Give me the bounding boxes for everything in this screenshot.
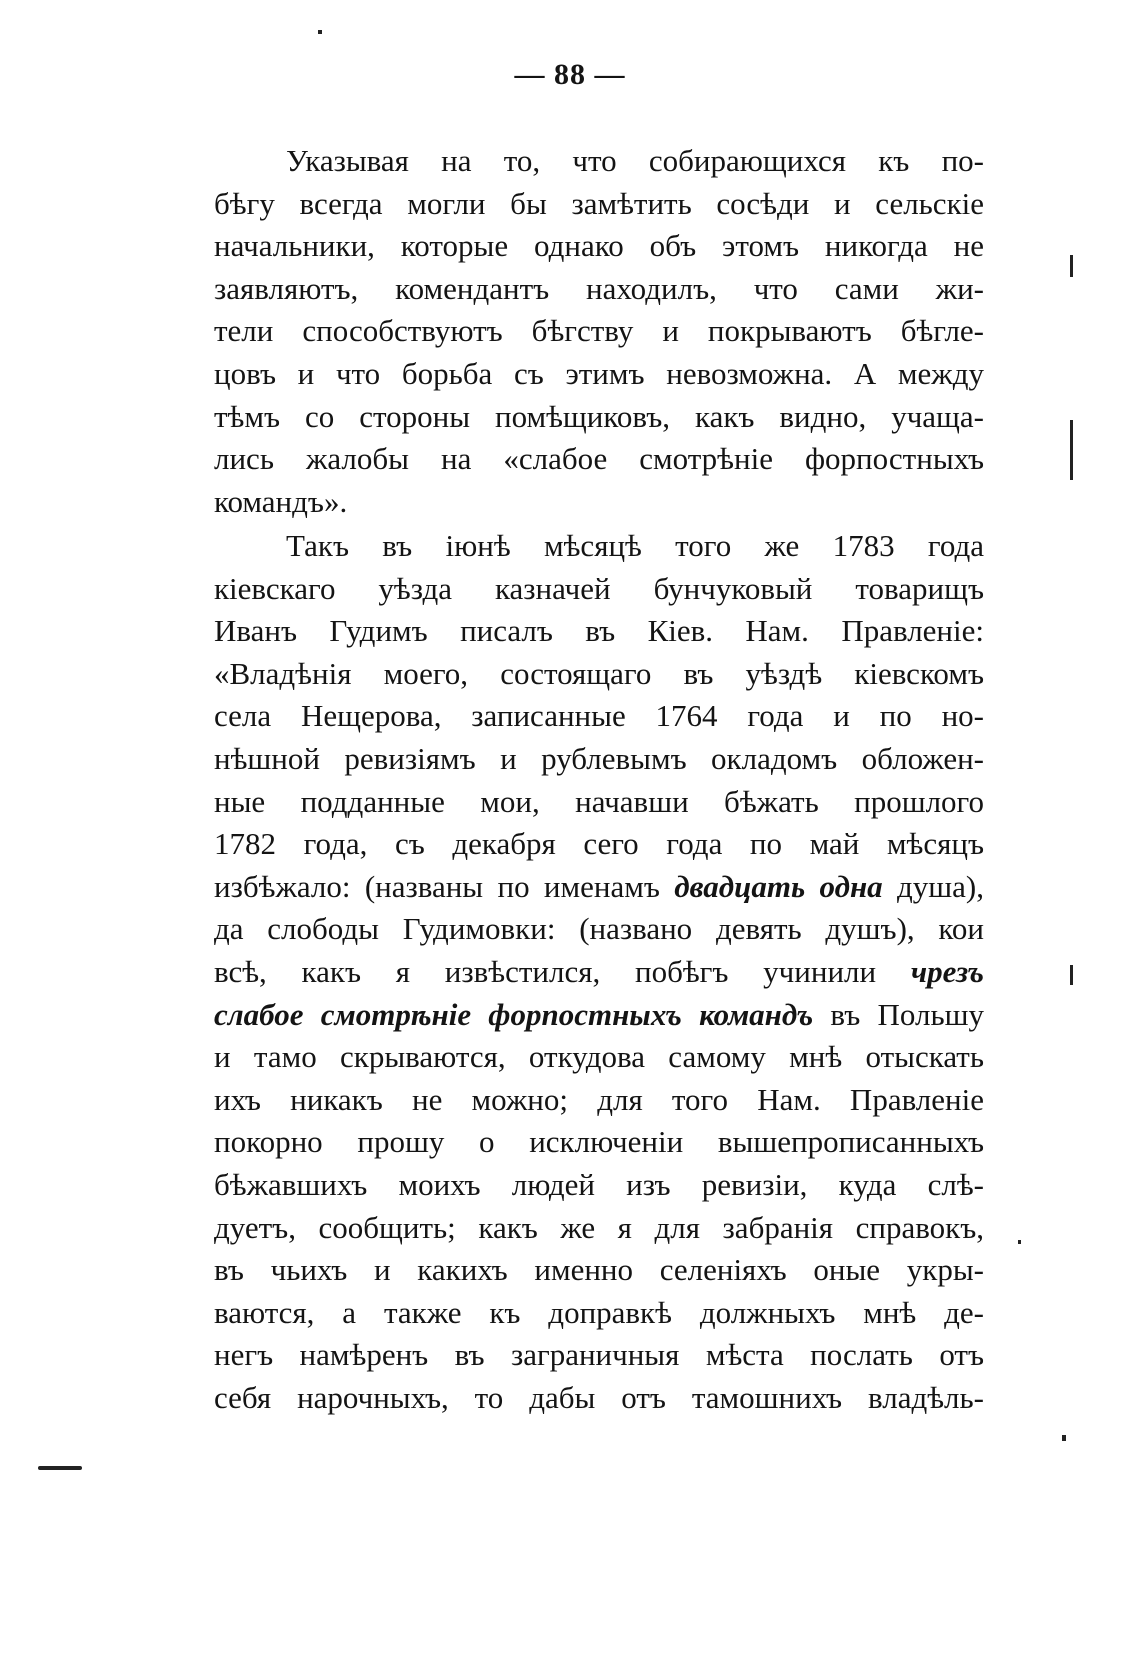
italic-emphasis: чрезъ bbox=[910, 953, 984, 989]
text-run: избѣжало: (названы по именамъ bbox=[214, 868, 675, 904]
text-line: бѣгу всегда могли бы замѣтить сосѣди и сельскіе bbox=[214, 185, 984, 221]
text-line: Указывая на то, что собирающихся къ по- bbox=[286, 143, 984, 178]
text-line: 1782 года, съ декабря сего года по май мѣсяцъ bbox=[214, 826, 984, 862]
text-run: въ Польшу bbox=[813, 996, 984, 1032]
text-line bbox=[214, 994, 984, 1037]
text-run: всѣ, какъ я извѣстился, побѣгъ учинили bbox=[214, 953, 911, 989]
italic-emphasis: слабое смотрѣніе форпостныхъ командъ bbox=[214, 996, 814, 1032]
text-line: ные подданные мои, начавши бѣжать прошлого bbox=[214, 783, 984, 819]
scan-artifact bbox=[1062, 1435, 1066, 1441]
text-line: тѣмъ со стороны помѣщиковъ, какъ видно, учаща- bbox=[214, 398, 984, 434]
scan-artifact bbox=[1018, 1240, 1021, 1244]
text-line: заявляютъ, комендантъ находилъ, что сами жи- bbox=[214, 270, 984, 306]
text-line: ихъ никакъ не можно; для того Нам. Правленіе bbox=[214, 1081, 984, 1117]
paragraph-1 bbox=[214, 140, 984, 523]
text-line: нѣшной ревизіямъ и рублевымъ окладомъ обложен- bbox=[214, 740, 984, 776]
text-line bbox=[214, 951, 984, 994]
text-line: кіевскаго уѣзда казначей бунчуковый товарищъ bbox=[214, 570, 984, 606]
text-line: да слободы Гудимовки: (названо девять душъ), кои bbox=[214, 911, 984, 947]
scan-artifact bbox=[38, 1466, 82, 1470]
text-line: Такъ въ іюнѣ мѣсяцѣ того же 1783 года bbox=[286, 528, 984, 563]
scan-artifact bbox=[1070, 255, 1073, 277]
text-line: ваются, а также къ доправкѣ должныхъ мнѣ де- bbox=[214, 1294, 984, 1330]
text-run: душа), bbox=[882, 868, 984, 904]
text-line bbox=[214, 866, 984, 909]
text-line: дуетъ, сообщить; какъ же я для забранія справокъ, bbox=[214, 1209, 984, 1245]
text-line: бѣжавшихъ моихъ людей изъ ревизіи, куда слѣ- bbox=[214, 1166, 984, 1202]
text-line: начальники, которые однако объ этомъ никогда не bbox=[214, 228, 984, 264]
text-line: лись жалобы на «слабое смотрѣніе форпостныхъ bbox=[214, 441, 984, 477]
text-line: села Нещерова, записанные 1764 года и по но- bbox=[214, 698, 984, 734]
text-line: покорно прошу о исключеніи вышепрописанныхъ bbox=[214, 1124, 984, 1160]
text-line: негъ намѣренъ въ заграничныя мѣста послать отъ bbox=[214, 1337, 984, 1373]
scan-artifact bbox=[1070, 965, 1073, 985]
text-line: цовъ и что борьба съ этимъ невозможна. А между bbox=[214, 355, 984, 391]
scan-artifact bbox=[318, 30, 322, 34]
italic-emphasis: двадцать одна bbox=[674, 868, 883, 904]
text-line: себя нарочныхъ, то дабы отъ тамошнихъ владѣль- bbox=[214, 1379, 984, 1415]
text-line: въ чьихъ и какихъ именно селеніяхъ оные укры- bbox=[214, 1252, 984, 1288]
text-line: и тамо скрываются, откудова самому мнѣ отыскать bbox=[214, 1039, 984, 1075]
text-line: Иванъ Гудимъ писалъ въ Кіев. Нам. Правленіе: bbox=[214, 613, 984, 649]
page-number: — 88 — bbox=[514, 58, 626, 91]
scan-artifact bbox=[1070, 420, 1073, 480]
paragraph-2 bbox=[214, 525, 984, 1419]
text-line: тели способствуютъ бѣгству и покрываютъ бѣгле- bbox=[214, 313, 984, 349]
text-line: командъ». bbox=[214, 483, 348, 519]
text-line: «Владѣнія моего, состоящаго въ уѣздѣ кіевскомъ bbox=[214, 655, 984, 691]
